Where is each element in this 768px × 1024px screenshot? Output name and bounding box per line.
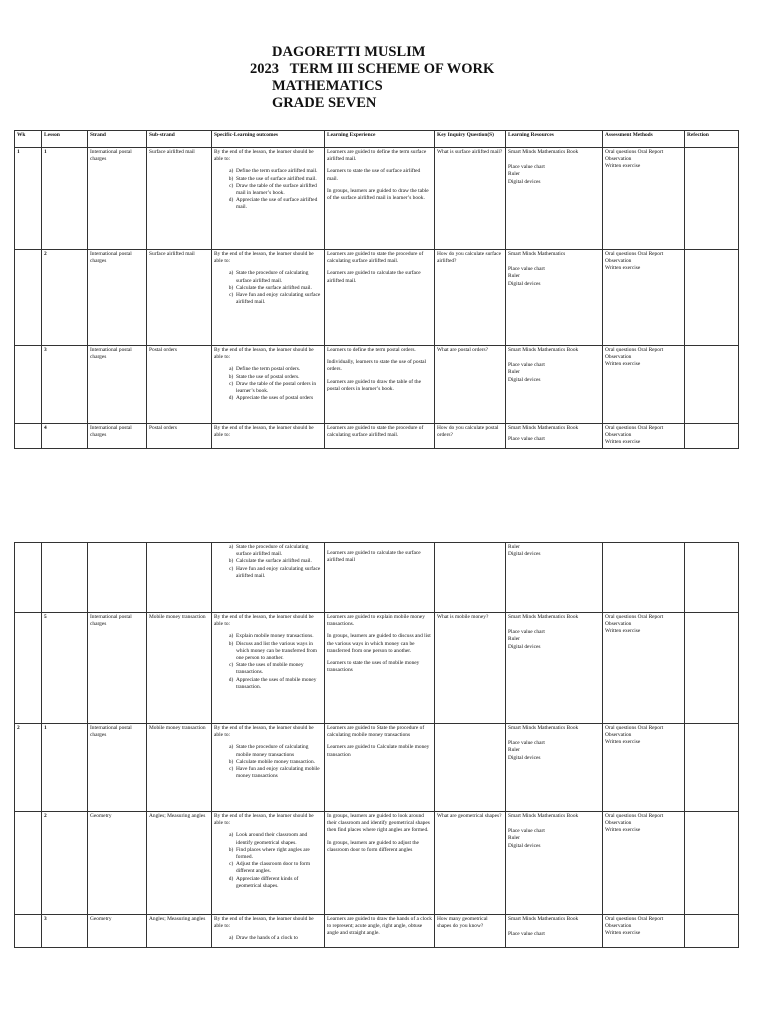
header-wk: Wk [15,131,42,148]
header-strand: Strand [88,131,147,148]
assessment-cell [603,346,685,424]
experience-cell [325,812,435,915]
experience-cell [325,543,435,613]
experience-item: In groups, learners are guided to discuss and list the various ways in which money can be transferred from one person to another. [327,633,431,654]
resource-chart: Place value chart [508,629,545,636]
outcome-item: c. Adjust the classroom door to form different angles. [236,861,322,875]
reflection-cell [685,543,739,613]
outcome-item: c. Draw the table of the surface airlifted mail in learner’s book. [236,183,322,197]
assessment-written: Written exercise [605,739,641,746]
resources-cell [506,613,603,724]
resources-cell [506,724,603,812]
strand-cell: International postal charges [88,148,147,250]
experience-item: Learners are guided to calculate the surface airlifted mail. [327,270,421,284]
resource-ruler: Ruler [508,747,520,754]
table-row [15,424,739,449]
experience-item: Learners are guided to Calculate mobile money transaction [327,744,430,758]
outcome-item: a. State the procedure of calculating surface airlifted mail. [236,270,322,284]
resource-ruler: Ruler [508,369,520,376]
outcome-item: b. Find places where right angles are formed. [236,847,322,861]
resource-chart: Place value chart [508,362,545,369]
assessment-oral: Oral questions Oral Report [605,251,664,257]
assessment-cell [603,148,685,250]
assessment-oral: Oral questions Oral Report [605,149,664,155]
strand-cell [88,543,147,613]
reflection-cell [685,424,739,449]
assessment-cell [603,424,685,449]
outcomes-cell [212,346,325,424]
week-cell: 1 [15,148,42,250]
outcome-item: c. Draw the table of the postal orders in learner’s book. [236,381,322,395]
reflection-cell [685,613,739,724]
assessment-observation: Observation [605,621,632,628]
grade-title: GRADE SEVEN [272,95,377,111]
header-reflection: Refection [685,131,739,148]
outcomes-cell [212,613,325,724]
assessment-written: Written exercise [605,163,641,170]
inquiry-cell: What are postal orders? [435,346,506,424]
lesson-cell: 3 [42,346,88,424]
experience-item: In groups, learners are guided to adjust the classroom door to form different angles [327,839,419,853]
table-row [15,915,739,948]
resource-book: Smart Minds Mathematics Book [508,149,579,155]
resource-ruler: Ruler [508,835,520,842]
week-cell [15,424,42,449]
week-cell [15,812,42,915]
experience-cell [325,613,435,724]
reflection-cell [685,148,739,250]
outcome-item: b. Calculate the surface airlifted mail. [236,558,322,565]
assessment-oral: Oral questions Oral Report [605,725,664,731]
experience-cell [325,346,435,424]
resource-devices: Digital devices [508,178,541,185]
resource-devices: Digital devices [508,754,541,761]
resource-chart: Place value chart [508,828,545,835]
assessment-oral: Oral questions Oral Report [605,425,664,431]
experience-item: Individually, learners to state the use of postal orders. [327,359,427,373]
resources-cell [506,543,603,613]
experience-item: Learners are guided to state the procedure of calculating surface airlifted mail. [327,251,424,265]
week-cell [15,613,42,724]
resource-chart: Place value chart [508,164,545,171]
outcomes-cell [212,250,325,346]
scheme-title: 2023 TERM III SCHEME OF WORK [250,61,495,77]
assessment-cell [603,543,685,613]
table-row [15,724,739,812]
outcome-item: d. Appreciate the uses of mobile money transaction. [236,677,322,691]
substrand-cell: Surface airlifted mail [147,148,212,250]
inquiry-cell [435,543,506,613]
resource-book: Smart Minds Mathematics Book [508,614,579,620]
outcomes-intro: By the end of the lesson, the learner should be able to: [214,614,314,628]
experience-item: Learners to define the term postal orders. [327,347,416,353]
strand-cell: Geometry [88,812,147,915]
outcomes-cell [212,812,325,915]
assessment-cell [603,915,685,948]
lesson-cell: 2 [42,250,88,346]
assessment-cell [603,724,685,812]
strand-cell: International postal charges [88,613,147,724]
outcome-item: a. State the procedure of calculating mobile money transactions [236,744,322,758]
substrand-cell: Postal orders [147,346,212,424]
outcome-item: c. Have fun and enjoy calculating surface airlifted mail. [236,566,322,580]
outcomes-intro: By the end of the lesson, the learner should be able to: [214,916,314,930]
assessment-observation: Observation [605,732,632,739]
substrand-cell: Postal orders [147,424,212,449]
table-row [15,250,739,346]
header-assessment: Assessment Methods [603,131,685,148]
assessment-written: Written exercise [605,361,641,368]
experience-item: Learners to state the uses of mobile money transactions [327,660,420,674]
inquiry-cell: How many geometrical shapes do you know? [435,915,506,948]
resource-devices: Digital devices [508,376,541,383]
outcome-item: c. State the uses of mobile money transactions. [236,662,322,676]
reflection-cell [685,812,739,915]
outcome-item: b. Calculate mobile money transaction. [236,759,322,766]
assessment-written: Written exercise [605,628,641,635]
experience-item: Learners to state the use of surface airlifted mail. [327,168,421,182]
table-row [15,148,739,250]
outcome-item: b. Discuss and list the various ways in which money can be transferred from one person to another. [236,641,322,663]
resource-book: Smart Minds Mathematics Book [508,347,579,353]
substrand-cell [147,543,212,613]
resource-chart: Place value chart [508,740,545,747]
assessment-written: Written exercise [605,265,641,272]
resource-chart: Place value chart [508,931,545,938]
lesson-cell: 2 [42,812,88,915]
assessment-written: Written exercise [605,439,641,446]
resources-cell [506,812,603,915]
experience-item: Learners are guided to explain mobile money transactions. [327,614,425,628]
resource-book: Smart Minds Mathematics Book [508,425,579,431]
outcome-item: a. Define the term surface airlifted mail. [236,168,322,175]
resource-devices: Digital devices [508,551,541,558]
assessment-cell [603,613,685,724]
outcome-item: a. Define the term postal orders. [236,366,322,373]
subject-title: MATHEMATICS [272,78,383,94]
experience-item: Learners are guided to draw the hands of a clock to represent; acute angle, right angle, obtuse angle and straight angle. [327,916,432,937]
lesson-cell [42,543,88,613]
substrand-cell: Angles; Measuring angles [147,915,212,948]
outcomes-intro: By the end of the lesson, the learner should be able to: [214,725,314,739]
outcomes-intro: By the end of the lesson, the learner should be able to: [214,813,314,827]
lesson-cell: 1 [42,148,88,250]
assessment-written: Written exercise [605,930,641,937]
assessment-oral: Oral questions Oral Report [605,347,664,353]
lesson-cell: 4 [42,424,88,449]
experience-item: Learners are guided to define the term surface airlifted mail. [327,149,427,163]
header-outcomes: Specific-Learning outcomes [212,131,325,148]
table-header-row [15,131,739,148]
experience-item: In groups, learners are guided to look around their classroom and identify geometrical shapes then find places where right angles are formed. [327,813,430,834]
inquiry-cell: What is mobile money? [435,613,506,724]
assessment-observation: Observation [605,156,632,163]
outcome-item: a. State the procedure of calculating surface airlifted mail. [236,544,322,558]
week-cell [15,915,42,948]
assessment-observation: Observation [605,354,632,361]
scheme-table-page-1 [14,130,739,449]
table-row [15,613,739,724]
outcomes-cell [212,148,325,250]
assessment-cell [603,812,685,915]
inquiry-cell: What is surface airlifted mail? [435,148,506,250]
assessment-oral: Oral questions Oral Report [605,916,664,922]
resources-cell [506,915,603,948]
strand-cell: Geometry [88,915,147,948]
week-cell [15,346,42,424]
header-substrand: Sub-strand [147,131,212,148]
week-cell [15,250,42,346]
experience-cell [325,915,435,948]
resource-devices: Digital devices [508,842,541,849]
outcomes-cell [212,543,325,613]
lesson-cell: 5 [42,613,88,724]
outcome-item: d. Appreciate the use of surface airlifted mail. [236,197,322,211]
outcome-item: d. Appreciate the uses of postal orders [236,395,322,402]
resource-chart: Place value chart [508,266,545,273]
reflection-cell [685,915,739,948]
inquiry-cell: How do you calculate surface airlifted? [435,250,506,346]
school-name: DAGORETTI MUSLIM [272,44,426,60]
resource-book: Smart Minds Mathematics [508,251,566,257]
inquiry-cell [435,724,506,812]
scheme-table-page-2 [14,542,739,948]
resource-ruler: Ruler [508,171,520,178]
assessment-observation: Observation [605,432,632,439]
outcome-item: c. Have fun and enjoy calculating surface airlifted mail. [236,292,322,306]
outcomes-intro: By the end of the lesson, the learner should be able to: [214,149,314,163]
header-resources: Learning Resources [506,131,603,148]
inquiry-cell: What are geometrical shapes? [435,812,506,915]
lesson-cell: 3 [42,915,88,948]
strand-cell: International postal charges [88,346,147,424]
week-cell [15,543,42,613]
outcomes-intro: By the end of the lesson, the learner should be able to: [214,347,314,361]
table-row [15,543,739,613]
resources-cell [506,148,603,250]
reflection-cell [685,724,739,812]
outcomes-intro: By the end of the lesson, the learner should be able to: [214,251,314,265]
resource-devices: Digital devices [508,643,541,650]
resource-ruler: Ruler [508,544,520,550]
outcomes-intro: By the end of the lesson, the learner should be able to: [214,425,314,439]
experience-cell [325,424,435,449]
experience-item: In groups, learners are guided to draw the table of the surface airlifted mail in learner’s book. [327,187,429,202]
experience-item: Learners are guided to state the procedure of calculating surface airlifted mail. [327,425,424,439]
outcome-item: b. Calculate the surface airlifted mail. [236,285,322,292]
outcome-item: b. State the use of postal orders. [236,374,322,381]
substrand-cell: Angles; Measuring angles [147,812,212,915]
resources-cell [506,250,603,346]
assessment-oral: Oral questions Oral Report [605,614,664,620]
strand-cell: International postal charges [88,250,147,346]
experience-cell [325,250,435,346]
outcomes-cell [212,724,325,812]
strand-cell: International postal charges [88,424,147,449]
substrand-cell: Mobile money transaction [147,613,212,724]
resource-book: Smart Minds Mathematics Book [508,813,579,819]
resource-ruler: Ruler [508,636,520,643]
inquiry-cell: How do you calculate postal orders? [435,424,506,449]
experience-cell [325,148,435,250]
table-row [15,346,739,424]
strand-cell: International postal charges [88,724,147,812]
reflection-cell [685,346,739,424]
experience-item: Learners are guided to draw the table of the postal orders in learner’s book. [327,378,421,392]
experience-cell [325,724,435,812]
resource-book: Smart Minds Mathematics Book [508,916,579,922]
assessment-observation: Observation [605,820,632,827]
assessment-observation: Observation [605,258,632,265]
outcome-item: c. Have fun and enjoy calculating mobile money transactions [236,766,322,780]
experience-item: Learners are guided to calculate the surface airlifted mail [327,550,421,564]
resources-cell [506,424,603,449]
assessment-written: Written exercise [605,827,641,834]
document-title [0,44,768,112]
assessment-cell [603,250,685,346]
header-inquiry: Key Inquiry Question(S) [435,131,506,148]
lesson-cell: 1 [42,724,88,812]
header-experience: Learning Experience [325,131,435,148]
outcome-item: b. State the use of surface airlifted mail. [236,176,322,183]
resource-devices: Digital devices [508,280,541,287]
table-row [15,812,739,915]
resource-ruler: Ruler [508,273,520,280]
outcome-item: d. Appreciate different kinds of geometrical shapes. [236,876,322,890]
outcome-item: a. Look around their classroom and identify geometrical shapes. [236,832,322,846]
substrand-cell: Surface airlifted mail [147,250,212,346]
experience-item: Learners are guided to State the procedure of calculating mobile money transactions [327,725,425,739]
resources-cell [506,346,603,424]
reflection-cell [685,250,739,346]
outcome-item: a. Draw the hands of a clock to [236,935,322,942]
outcomes-cell [212,915,325,948]
week-cell: 2 [15,724,42,812]
header-lesson: Lesson [42,131,88,148]
outcome-item: a. Explain mobile money transactions. [236,633,322,640]
assessment-observation: Observation [605,923,632,930]
resource-chart: Place value chart [508,436,545,443]
resource-book: Smart Minds Mathematics Book [508,725,579,731]
assessment-oral: Oral questions Oral Report [605,813,664,819]
outcomes-cell [212,424,325,449]
substrand-cell: Mobile money transaction [147,724,212,812]
